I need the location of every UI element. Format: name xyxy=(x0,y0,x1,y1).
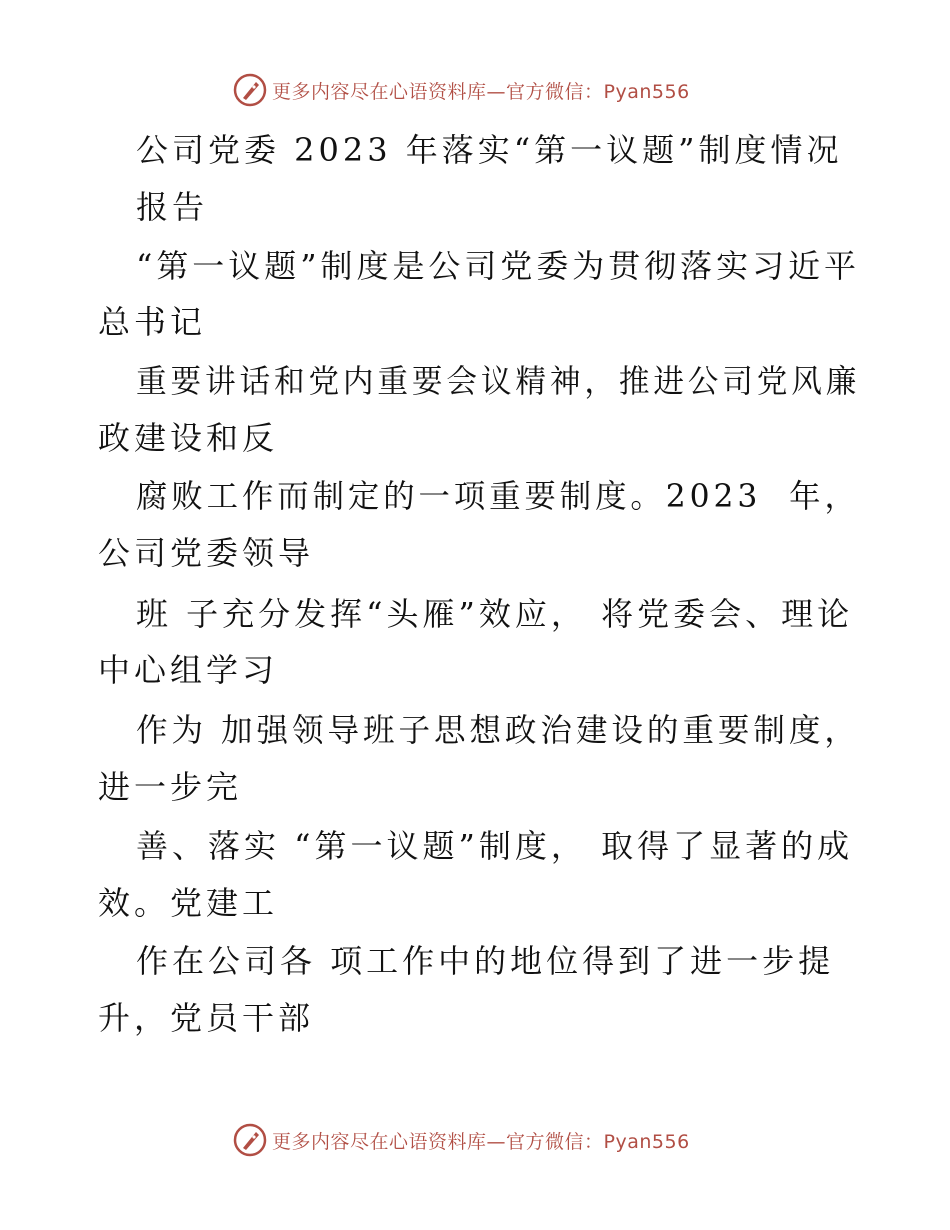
doc-text-line: 进一步完 xyxy=(98,768,243,806)
pen-nib-logo-icon xyxy=(232,72,268,108)
doc-text-line: “第一议题”制度是公司党委为贯彻落实习近平 xyxy=(136,247,861,285)
doc-text-line: 重要讲话和党内重要会议精神，推进公司党风廉 xyxy=(136,362,861,400)
doc-text-line: 作在公司各 项工作中的地位得到了进一步提 xyxy=(136,942,835,980)
watermark-text: 更多内容尽在心语资料库—官方微信：Pyan556 xyxy=(272,1130,690,1153)
watermark-header xyxy=(232,70,690,110)
doc-text-line: 腐败工作而制定的一项重要制度。2023 年， xyxy=(136,477,860,515)
doc-text-line: 善、落实 “第一议题”制度， 取得了显著的成 xyxy=(136,827,854,865)
watermark-text: 更多内容尽在心语资料库—官方微信：Pyan556 xyxy=(272,80,690,103)
doc-text-line: 升，党员干部 xyxy=(98,999,315,1037)
doc-text-line: 总书记 xyxy=(98,303,207,341)
pen-nib-logo-icon xyxy=(232,1122,268,1158)
watermark-footer xyxy=(232,1120,690,1160)
doc-text-line: 效。党建工 xyxy=(98,884,279,922)
doc-text-line: 作为 加强领导班子思想政治建设的重要制度， xyxy=(136,711,860,749)
doc-text-line: 公司党委领导 xyxy=(98,534,315,572)
doc-text-line: 班 子充分发挥“头雁”效应， 将党委会、理论 xyxy=(136,595,854,633)
doc-title-line-2: 报告 xyxy=(136,188,209,226)
doc-title-line: 公司党委 2023 年落实“第一议题”制度情况 xyxy=(136,131,843,169)
doc-text-line: 中心组学习 xyxy=(98,651,279,689)
doc-text-line: 政建设和反 xyxy=(98,419,279,457)
